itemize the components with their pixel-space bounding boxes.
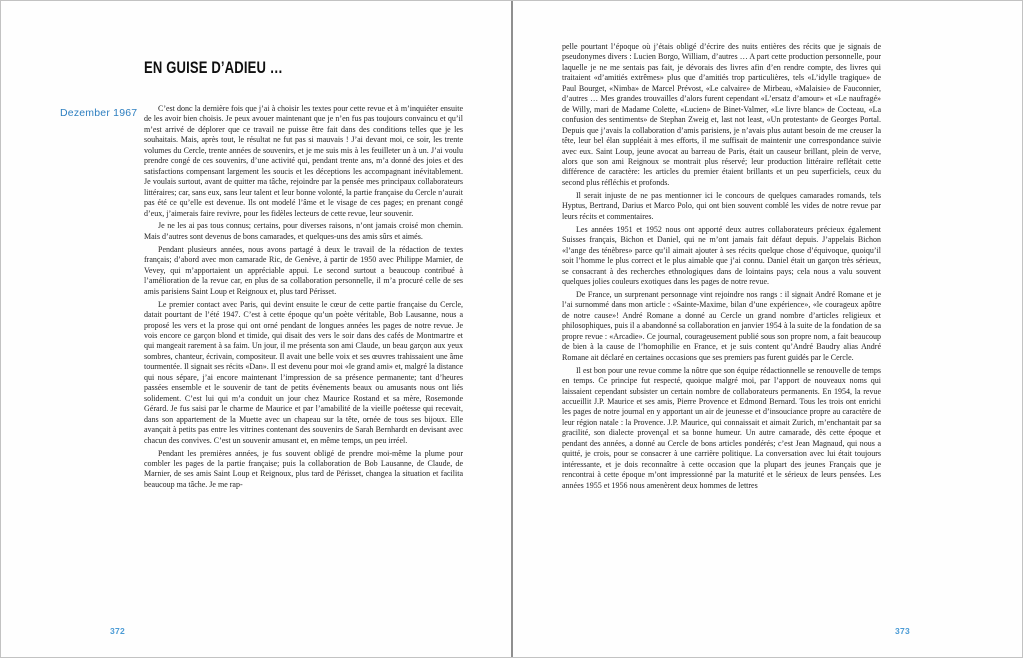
paragraph: Il serait injuste de ne pas mentionner ici le concours de quelques camarades romands, tels Hyptus, Bertrand, Darius et Marco Polo, qui ont bien souvent comblé les vides de notre revue par leurs récits et commentaires. [562, 190, 881, 221]
paragraph: Le premier contact avec Paris, qui devint ensuite le cœur de cette partie française du Cercle, datait pourtant de l’été 1947. C’est à cette époque qu’un poète véritable, Bob Lausanne, nous a proposé les vers et la prose qui ont orné pendant de longues années les pages de notre revue. Je vois encore ce garçon blond et timide, qui disait des vers le soir dans des cafés de Montmartre et qui mangeait rarement à sa faim. Un jour, il me présenta son ami Claude, un beau garçon aux yeux sombres, chanteur, écrivain, compositeur. Il avait une belle voix et ses œuvres trahissaient une âme tourmentée. Il signait ses récits «Dan». Il est devenu pour moi «le grand ami» et, malgré la distance qui nous sépare, j’ai encore maintenant l’impression de sa présence permanente; tant d’heures passées ensemble et le souvenir de tant de petits évènements beaux ou amusants nous ont liés solidement. C’est lui qui m’a conduit un jour chez Maurice Rostand et sa mère, Rosemonde Gérard. Je fus saisi par le charme de Maurice et par l’amabilité de la vieille poétesse qui recevait, dans son appartement de la Muette avec un chapeau sur la tête, ornée de tous ses bijoux. Elle avançait à petits pas entre les vitrines contenant des souvenirs de Sarah Bernhardt en devisant avec chacun des convives. C’est un souvenir amusant et, en même temps, un peu irréel. [144, 299, 463, 445]
chapter-title: EN GUISE D’ADIEU … [144, 59, 284, 77]
paragraph: C’est donc la dernière fois que j’ai à choisir les textes pour cette revue et à m’inquiéter ensuite de les avoir bien choisis. Je peux avouer maintenant que je n’en fus pas toujours convaincu et qu’il m’est arrivé de déplorer que ce travail ne puisse être fait dans des conditions telles que je les souhaitais. Mais, après tout, le résultat ne fut pas si mauvais ! J’ai devant moi, ce soir, les trente volumes du Cercle, trente années de souvenirs, et je me suis mis à les feuilleter un à un. J’ai voulu prendre congé de ces souvenirs, d’une activité qui, pendant trente ans, m’a donné des joies et des satisfactions compensant largement les soucis et les déceptions les accompagnant inévitablement. Je voulais surtout, avant de quitter ma tâche, rejoindre par la pensée mes principaux collaborateurs littéraires; car, sans eux, sans leur talent et leur bonne volonté, la partie française du Cercle n’aurait pas été ce qu’elle est devenue. Ils ont modelé l’âme et le visage de ces pages; en prenant congé d’eux, j’aimerais faire revivre, pour les fidèles lecteurs de cette revue, leur souvenir. [144, 104, 463, 218]
paragraph: De France, un surprenant personnage vint rejoindre nos rangs : il signait André Romane et je l’ai surnommé dans mon article : «Sainte-Maxime, bilan d’une expérience», «le courageux apôtre de notre cause»! André Romane a donné au Cercle un grand nombre d’articles religieux et philosophiques, puis il a abandonné sa collaboration en janvier 1954 à la suite de la fondation de sa propre revue : «Arcadie». Ce journal, courageusement publié sous son propre nom, a fait beaucoup de bien à la cause de l’homophilie en France, et je suis content qu’André Baudry alias André Romane ait déclaré en certaines occasions que ses premiers pas furent guidés par le Cercle. [562, 289, 881, 362]
paragraph: Les années 1951 et 1952 nous ont apporté deux autres collaborateurs précieux également Suisses français, Bichon et Daniel, qui ne m’ont jamais fait défaut depuis. J’appelais Bichon «l’ange des ténèbres» parce qu’il aimait ajouter à ses récits quelque chose d’équivoque, quoiqu’il soit l’homme le plus correct et le plus aimable que j’ai connu. Daniel était un garçon très sérieux, se consacrant à des recherches ethnologiques dans de lointains pays; cela nous a valu souvent quelques jolies couleurs exotiques dans les pages de notre revue. [562, 224, 881, 286]
margin-note-date: Dezember 1967 [60, 107, 138, 119]
right-text-column [562, 42, 881, 491]
paragraph: Je ne les ai pas tous connus; certains, pour diverses raisons, n’ont jamais croisé mon chemin. Mais d’autres sont devenus de bons camarades, et quelques-uns des amis sûrs et aimés. [144, 221, 463, 241]
page-gutter-divider [511, 1, 513, 657]
paragraph: Il est bon pour une revue comme la nôtre que son équipe rédactionnelle se renouvelle de temps en temps. Ce principe fut respecté, quoique malgré moi, par l’apport de nouveaux noms qui laissaient cependant subsister un certain nombre de collaborateurs permanents. En 1954, la revue accueillit J.P. Maurice et ses amis, Pierre Provence et Edmond Bernard. Tous les trois ont enrichi les pages de notre journal en y apportant un air de jeunesse et d’insouciance propre au caractère de leur région natale : la Provence. J.P. Maurice, qui connaissait et aimait Zurich, m’enchantait par sa gracilité, son dialecte provençal et sa bonne humeur. Un autre camarade, dès cette époque et pendant des années, a donné au Cercle de bons articles pondérés; c’est Jean Magnaud, qui nous a quitté, je crois, pour se consacrer à une carrière politique. La conversation avec lui était toujours intéressante, et je dois reconnaître à cette occasion que la plupart des jeunes Français que je rencontrai à cette époque m’ont impressionné par la maturité et le sérieux de leurs pensées. Les années 1955 et 1956 nous amenèrent deux hommes de lettres [562, 365, 881, 490]
left-text-column [144, 104, 463, 490]
page-number-right: 373 [895, 626, 911, 636]
paragraph: Pendant plusieurs années, nous avons partagé à deux le travail de la rédaction de textes français; d’abord avec mon camarade Ric, de Genève, à partir de 1950 avec Philippe Marnier, de Vevey, qui m’apportaient un appréciable appui. Le second surtout a beaucoup contribué à l’amélioration de la revue car, en plus de sa collaboration personnelle, il m’a procuré celle de ses amis parisiens Saint Loup et Reignoux et, plus tard Périsset. [144, 244, 463, 296]
page-number-left: 372 [110, 626, 126, 636]
paragraph-continued: pelle pourtant l’époque où j’étais obligé d’écrire des nuits entières des récits que je signais de pseudonymes divers : Lucien Borgo, William, d’autres … A part cette production personnelle, pour laquelle je ne me sentais pas fait, je dévorais des livres afin d’en rendre compte, des livres qui traitaient «d’amitiés extrêmes» plus que d’amitiés trop particulières, tels «L’idylle tragique» de Paul Bourget, «Nimba» de Marcel Prévost, «Le calvaire» de Mirbeau, «Malaisie» de Fauconnier, d’autres … Mes grandes trouvailles d’alors furent cependant «L’ersatz d’amour» et «Le naufragé» de Willy, mari de Madame Colette, «Lucien» de Binet-Valmer, «Le livre blanc» de Cocteau, «La confusion des sentiments» de Stephan Zweig et, last not least, «Un protestant» de Georges Portal. Depuis que j’avais la collaboration d’amis parisiens, je n’avais plus autant besoin de me creuser la tête, leur bel élan suppléait à mes efforts, il me suffisait de maintenir une correspondance suivie avec eux. Saint Loup, jeune avocat au barreau de Paris, était un causeur brillant, plein de verve, alors que son ami Reignoux se montrait plus réservé; leur production littéraire reflétait cette différence de caractère: les articles du premier étaient brillants et un peu superficiels, ceux du second plus réfléchis et profonds. [562, 42, 881, 187]
paragraph: Pendant les premières années, je fus souvent obligé de prendre moi-même la plume pour combler les pages de la partie française; puis la collaboration de Bob Lausanne, de Claude, de Marnier, de ses amis Saint Loup et Reignoux, plus tard de Périsset, changea la situation et facilita beaucoup ma tâche. Je me rap- [144, 448, 463, 489]
